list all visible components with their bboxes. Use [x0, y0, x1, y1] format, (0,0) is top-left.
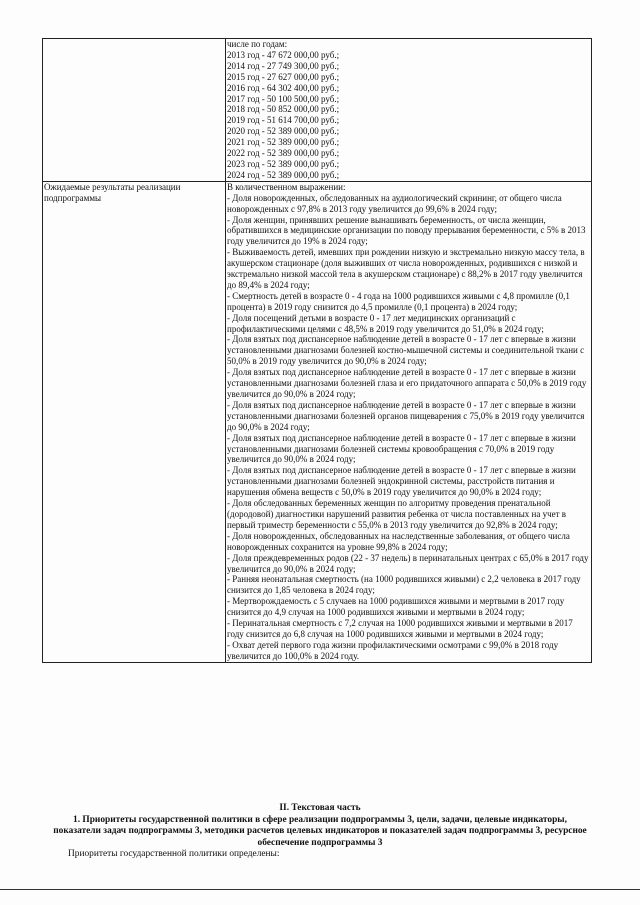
funding-line: 2021 год - 52 389 000,00 руб.; — [227, 137, 340, 148]
result-item: - Доля обследованных беременных женщин по алгоритму проведения пренатальной (дородовой) диагностики нарушений развития ребенка от числа поставленных на учет в первый триместр беременности с 55,0% в 2013 году увеличится до 92,8% в 2024 году; — [227, 498, 567, 530]
section-subheading: 1. Приоритеты государственной политики в сфере реализации подпрограммы 3, цели, задачи, целевые индикаторы, показатели задач подпрограммы 3, методики расчетов целевых индикаторов и показателей задач подпрограммы 3, ресурсное обеспечение подпрограммы 3 — [53, 814, 587, 848]
result-item: - Доля взятых под диспансерное наблюдение детей в возрасте 0 - 17 лет с впервые в жизни установленными диагнозами болезней костно-мышечной системы и соединительной ткани с 50,0% в 2019 году увеличится до 90,0% в 2024 году; — [227, 334, 585, 367]
result-item: - Доля новорожденных, обследованных на аудиологический скрининг, от общего числа новорожденных с 97,8% в 2013 году увеличится до 99,6% в 2024 году; — [227, 192, 562, 214]
text-section — [50, 803, 590, 861]
funding-line: 2018 год - 50 852 000,00 руб.; — [227, 104, 340, 115]
results-label: Ожидаемые результаты реализации подпрограммы — [43, 181, 226, 662]
results-row — [43, 181, 592, 662]
funding-values-cell — [226, 39, 592, 182]
result-item: - Доля взятых под диспансерное наблюдение детей в возрасте 0 - 17 лет с впервые в жизни установленными диагнозами болезней органов пищеварения с 75,0% в 2019 году увеличится до 90,0% в 2024 году; — [227, 399, 585, 432]
funding-line: 2016 год - 64 302 400,00 руб.; — [227, 82, 340, 93]
funding-line: 2023 год - 52 389 000,00 руб.; — [227, 158, 340, 169]
funding-line: 2014 год - 27 749 300,00 руб.; — [227, 60, 340, 71]
funding-row — [43, 39, 592, 182]
result-item: - Перинатальная смертность с 7,2 случая на 1000 родившихся живыми и мертвыми в 2017 году снизится до 6,8 случая на 1000 родившихся живыми и мертвыми в 2024 году; — [227, 618, 573, 639]
result-item: - Доля взятых под диспансерное наблюдение детей в возрасте 0 - 17 лет с впервые в жизни установленными диагнозами болезней эндокринной системы, расстройств питания и нарушения обмена веществ с 50,0% в 2019 году увеличится до 90,0% в 2024 году; — [227, 465, 576, 498]
section-paragraph: Приоритеты государственной политики определены: — [68, 849, 280, 859]
results-values-cell — [226, 181, 592, 662]
result-item: - Доля взятых под диспансерное наблюдение детей в возрасте 0 - 17 лет с впервые в жизни установленными диагнозами болезней системы кровообращения с 70,0% в 2019 году увеличится до 90,0% в 2024 году; — [227, 432, 576, 465]
passport-table — [42, 38, 592, 663]
result-item: - Мертворождаемость с 5 случаев на 1000 родившихся живыми и мертвыми в 2017 году снизится до 4,9 случая на 1000 родившихся живыми и мертвыми в 2024 году; — [227, 596, 565, 618]
funding-line: числе по годам: — [227, 39, 288, 49]
result-item: - Доля посещений детьми в возрасте 0 - 17 лет медицинских организаций с профилактическими целями с 48,5% в 2019 году увеличится до 51,0% в 2024 году; — [227, 312, 544, 334]
result-item: - Доля женщин, принявших решение вынашивать беременность, от числа женщин, обратившихся в медицинские организации по поводу прерывания беременности, с 5% в 2013 году увеличится до 19% в 2024 году; — [227, 214, 586, 247]
result-item: - Доля новорожденных, обследованных на наследственные заболевания, от общего числа новорожденных сохранится на уровне 99,8% в 2024 году; — [227, 530, 570, 552]
funding-line: 2024 год - 52 389 000,00 руб.; — [227, 169, 340, 180]
result-item: - Выживаемость детей, имевших при рождении низкую и экстремально низкую массу тела, в акушерском стационаре (доля выживших от числа новорожденных, родившихся с низкой и экстремально низкой массой тела в акушерском стационаре) с 88,2% в 2017 году увеличится до 89,4% в 2024 году; — [227, 247, 585, 290]
funding-line: 2019 год - 51 614 700,00 руб.; — [227, 115, 340, 126]
funding-line: 2015 год - 27 627 000,00 руб.; — [227, 71, 340, 82]
funding-line: 2017 год - 50 100 500,00 руб.; — [227, 93, 340, 104]
result-item: - Доля взятых под диспансерное наблюдение детей в возрасте 0 - 17 лет с впервые в жизни установленными диагнозами болезней глаза и его придаточного аппарата с 50,0% в 2019 году увеличится до 90,0% в 2024 году; — [227, 367, 587, 399]
funding-line: 2020 год - 52 389 000,00 руб.; — [227, 126, 340, 137]
bottom-divider — [0, 889, 640, 890]
section-heading: II. Текстовая часть — [279, 803, 361, 813]
result-item: - Доля преждевременных родов (22 - 37 недель) в перинатальных центрах с 65,0% в 2017 году увеличится до 90,0% в 2024 году; — [227, 552, 589, 574]
funding-line: 2022 год - 52 389 000,00 руб.; — [227, 148, 340, 159]
result-item: - Смертность детей в возрасте 0 - 4 года на 1000 родившихся живыми с 4,8 промилле (0,1 процента) в 2019 году снизится до 4,5 промилле (0,1 процента) в 2024 году; — [227, 290, 570, 312]
funding-label-cell — [43, 39, 226, 182]
funding-line: 2013 год - 47 672 000,00 руб.; — [227, 49, 340, 60]
result-item: - Ранняя неонатальная смертность (на 1000 родившихся живыми) с 2,2 человека в 2017 году снизится до 1,85 человека в 2024 году; — [227, 574, 581, 596]
results-intro: В количественном выражении: — [227, 181, 346, 192]
result-item: - Охват детей первого года жизни профилактическими осмотрами с 99,0% в 2018 году увеличится до 100,0% в 2024 году. — [227, 639, 559, 661]
